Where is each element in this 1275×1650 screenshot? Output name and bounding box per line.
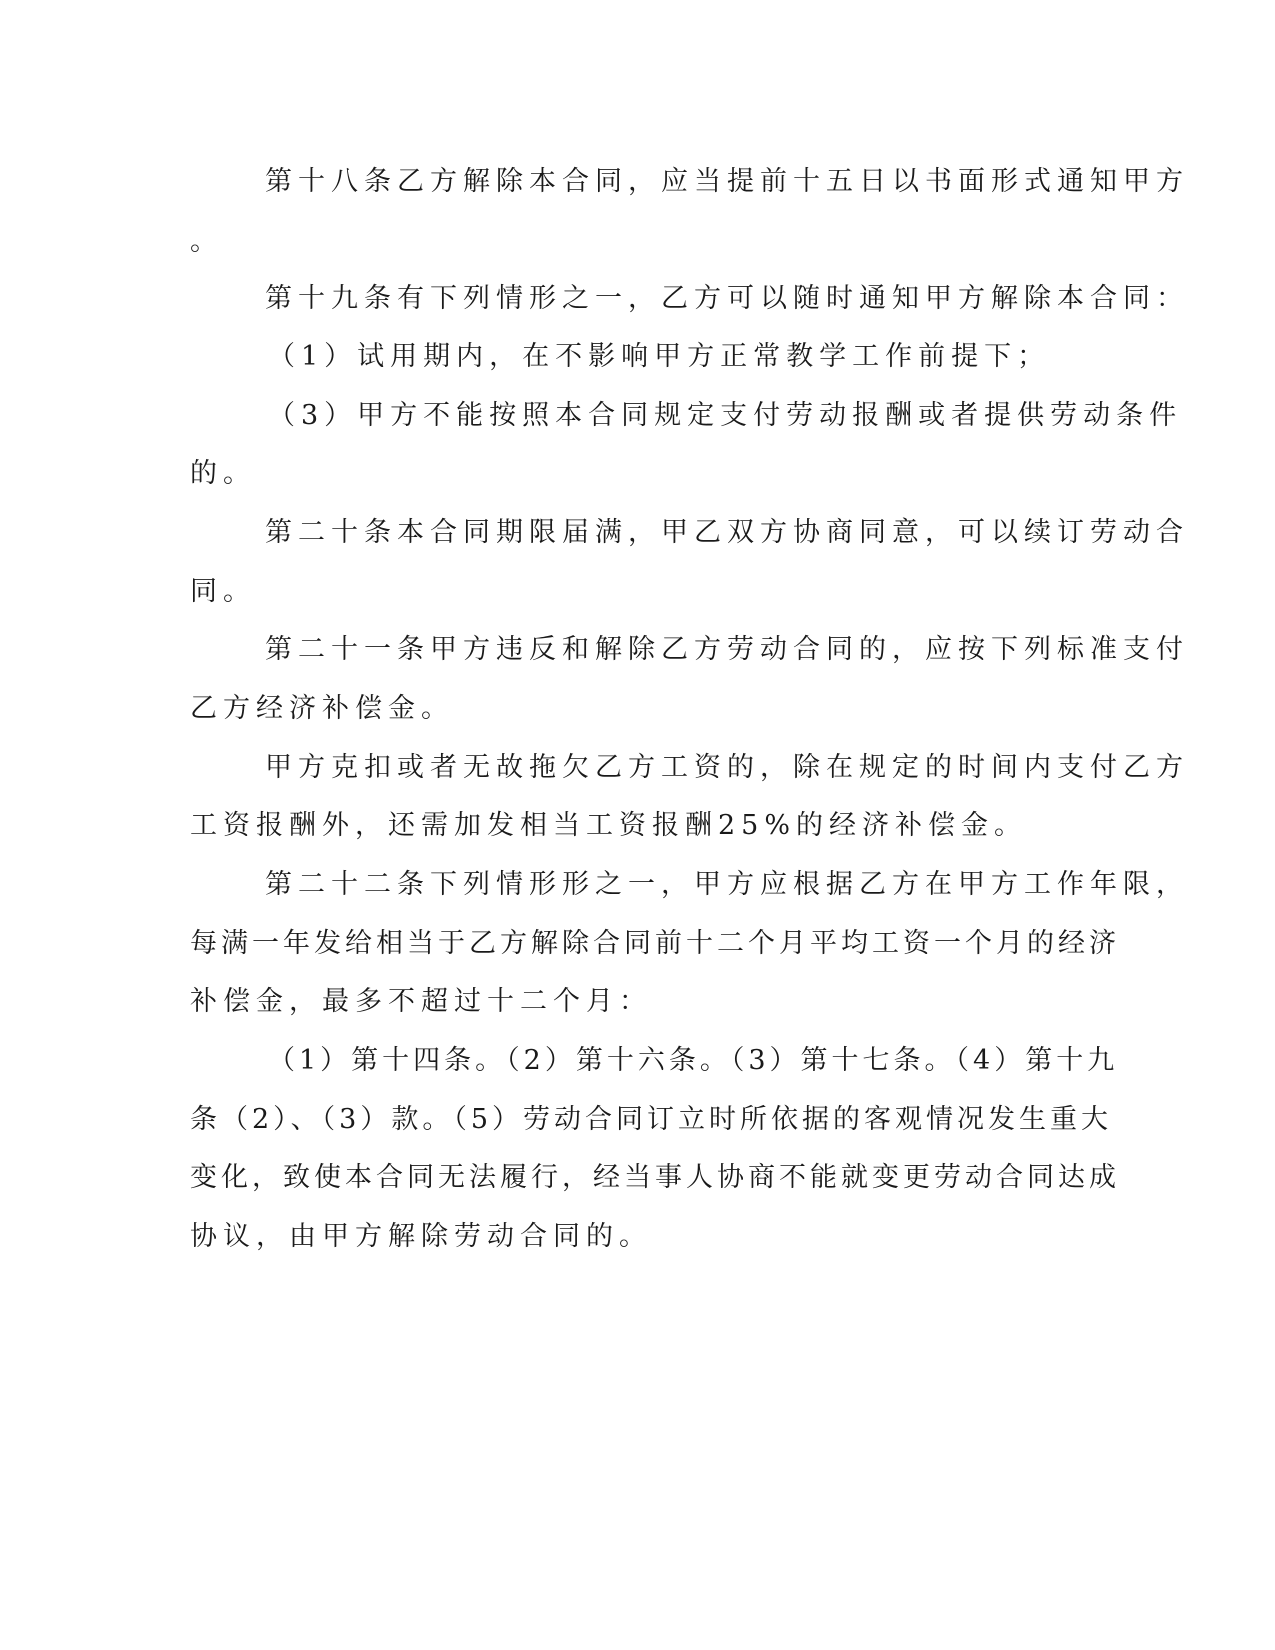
text-line: 第二十二条下列情形形之一，甲方应根据乙方在甲方工作年限， [265,869,1189,900]
text-line: 同。 [190,576,256,607]
text-line: 工资报酬外，还需加发相当工资报酬25%的经济补偿金。 [190,810,1028,841]
text-line: 甲方克扣或者无故拖欠乙方工资的，除在规定的时间内支付乙方 [265,752,1189,783]
text-line: 第二十条本合同期限届满，甲乙双方协商同意，可以续订劳动合 [265,517,1189,548]
text-line: （1）试用期内，在不影响甲方正常教学工作前提下； [268,341,1051,372]
text-line: 条（2）、（3）款。（5）劳动合同订立时所依据的客观情况发生重大 [190,1104,1113,1135]
text-line: 变化，致使本合同无法履行，经当事人协商不能就变更劳动合同达成 [190,1162,1120,1193]
text-line: 每满一年发给相当于乙方解除合同前十二个月平均工资一个月的经济 [190,928,1120,959]
text-line: 乙方经济补偿金。 [190,693,454,724]
text-line: 的。 [190,458,256,489]
text-line: 第十九条有下列情形之一，乙方可以随时通知甲方解除本合同： [265,283,1189,314]
text-line: 协议，由甲方解除劳动合同的。 [190,1221,652,1252]
text-line: （1）第十四条。（2）第十六条。（3）第十七条。（4）第十九 [268,1045,1119,1076]
text-line: （3）甲方不能按照本合同规定支付劳动报酬或者提供劳动条件 [268,400,1183,431]
text-line: 补偿金，最多不超过十二个月： [190,986,652,1017]
text-line: 。 [190,226,223,257]
text-line: 第十八条乙方解除本合同，应当提前十五日以书面形式通知甲方 [265,166,1189,197]
text-line: 第二十一条甲方违反和解除乙方劳动合同的，应按下列标准支付 [265,634,1189,665]
